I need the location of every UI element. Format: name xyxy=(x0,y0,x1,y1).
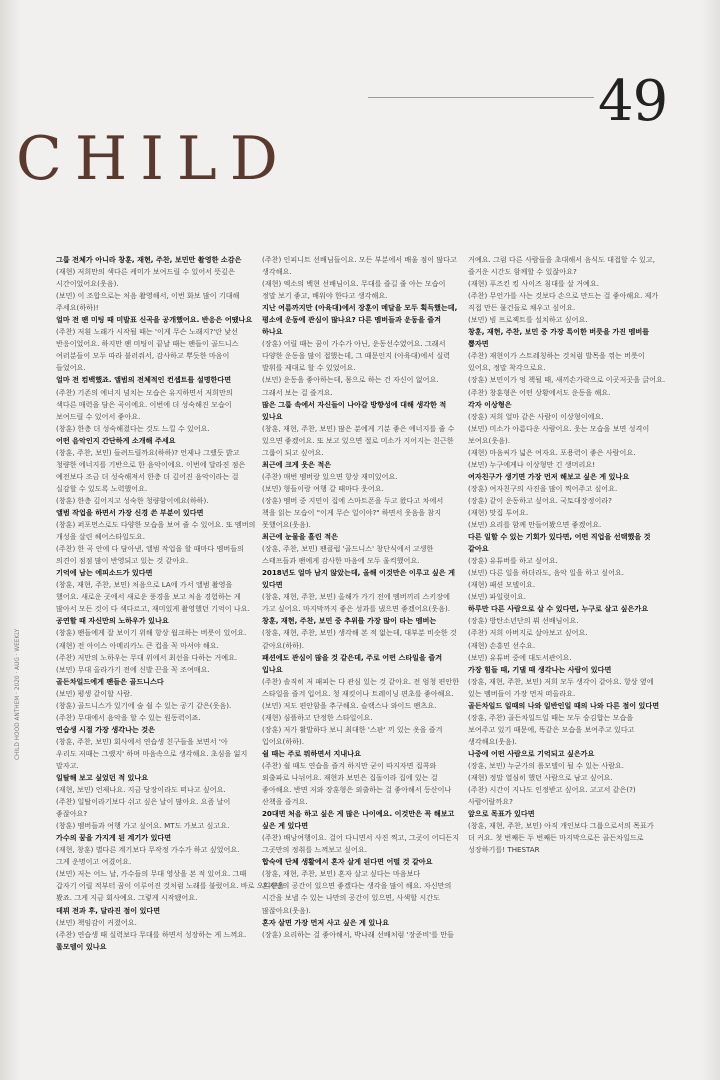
interview-answer: 예전보다 조금 더 성숙해져서 한층 더 깊어진 음악이라는 걸 xyxy=(56,471,239,481)
interview-question: 뽑자면 xyxy=(468,339,489,349)
interview-question: 창훈, 재현, 주찬, 보민 중 추위를 가장 많이 타는 멤버는 xyxy=(262,616,437,626)
interview-answer: (주찬) 한 곡 안에 다 담아낸, 앨범 작업을 할 때마다 멤버들의 xyxy=(56,544,244,554)
interview-question: 혼자 살면 가장 먼저 사고 싶은 게 있나요 xyxy=(262,917,389,927)
interview-answer: (주찬) 창훈형은 어떤 상황에서도 운동을 해요. xyxy=(468,387,611,397)
interview-question: 나중에 어떤 사람으로 기억되고 싶은가요 xyxy=(468,748,595,758)
interview-answer: (재현) 정말 열심히 했던 사람으로 남고 싶어요. xyxy=(468,773,613,783)
interview-answer: 사람이랄까요? xyxy=(468,797,513,807)
interview-answer: 말자고. xyxy=(56,760,79,770)
interview-answer: (창훈, 재현, 주찬, 보민) 혼자 살고 싶다는 마음보다 xyxy=(262,869,421,879)
interview-answer: (보민) 저는 어느 날, 가수들의 무대 영상을 본 적 있어요. 그때 xyxy=(56,869,247,879)
interview-answer: 입어요(하하). xyxy=(262,736,305,746)
interview-answer: 갑자기 어릴 적부터 꿈이 이루어진 것처럼 노래를 불렀어요. 바로 오디션을 xyxy=(56,881,285,891)
interview-answer: (장훈) 같이 운동하고 싶어요. 국토대장정이라? xyxy=(468,495,612,505)
interview-answer: (재현, 창훈) 별다른 계기보다 무작정 가수가 하고 싶었어요. xyxy=(56,845,240,855)
interview-answer: (재현) 심플하고 단정한 스타일이요. xyxy=(262,712,373,722)
interview-answer: (재현) 패션 모델이요. xyxy=(468,580,536,590)
interview-answer: (장훈) 여자친구의 사진을 많이 찍어주고 싶어요. xyxy=(468,483,618,493)
interview-answer: 그게 운명이고 여겼어요. xyxy=(56,857,132,867)
page-edge-shadow xyxy=(702,0,720,1080)
interview-question: 지난 여름까지만 (아육대)에서 장훈이 메달을 모두 획득했는데, xyxy=(262,303,458,313)
interview-answer: 색다른 매력을 담은 곡이에요. 이번에 더 성숙해진 모습이 xyxy=(56,399,232,409)
interview-question: 창훈, 재현, 주찬, 보민 중 가장 특이한 버릇을 가진 멤버를 xyxy=(468,327,650,337)
interview-answer: (재현) 마음씨가 넓은 여자요. 포용력이 좋은 사람이요. xyxy=(468,447,636,457)
interview-question: 최근에 크게 웃은 적은 xyxy=(262,459,332,469)
page-number: 49 xyxy=(598,69,668,134)
interview-answer: 보여요(웃음). xyxy=(468,435,511,445)
interview-answer: 들었어요. xyxy=(56,363,86,373)
interview-answer: (보민) 평생 같이할 사람. xyxy=(56,688,133,698)
interview-question: 가장 힘들 때, 기댈 때 생각나는 사람이 있다면 xyxy=(468,664,612,674)
interview-answer: 거예요. 그럼 다른 사람들을 초대해서 음식도 대접할 수 있고, xyxy=(468,255,656,264)
interview-answer: (주찬) 매번 멤버랑 있으면 항상 재미있어요. xyxy=(262,471,398,481)
interview-answer: (주찬) 솔직히 저 패피는 다 관심 있는 것 같아요. 전 엄청 편안한 xyxy=(262,676,460,686)
interview-answer: 많아서 모든 것이 다 색다르고, 재미있게 촬영했던 기억이 나요. xyxy=(56,604,250,614)
interview-answer: (창훈, 재현, 주찬, 보민) 많은 분에게 기분 좋은 에너지를 줄 수 xyxy=(262,423,455,433)
interview-answer: (재현) 전 아이스 아메리카노 큰 컵을 꼭 마셔야 해요. xyxy=(56,640,219,650)
interview-question: 연습생 시절 가장 생각나는 것은 xyxy=(56,724,155,734)
interview-answer: (장훈) 저희 얼마 같은 사람이 이상형이에요. xyxy=(468,411,604,421)
interview-answer: 그래서 보는 걸 즐겨요. xyxy=(262,387,333,397)
interview-answer: 청량한 에너지를 기반으로 한 음악이에요. 이번에 달라진 점은 xyxy=(56,459,246,469)
interview-answer: (주찬) 기존의 에너지 넘치는 모습은 유지하면서 저희만의 xyxy=(56,387,233,397)
interview-column-3 xyxy=(468,254,672,856)
interview-answer: 산책을 즐겨요. xyxy=(262,797,308,807)
interview-answer: (보민) 책임감이 커졌어요. xyxy=(56,917,137,927)
interview-question: 롤모델이 있나요 xyxy=(56,941,107,951)
interview-answer: (창훈) 한층 더 성숙해졌다는 것도 느낄 수 있어요. xyxy=(56,423,210,433)
interview-answer: 개성을 살린 헤어스타일도요. xyxy=(56,532,145,542)
interview-answer: (주찬) 인피니트 선배님들이요. 모든 부분에서 배울 점이 많다고 xyxy=(262,255,457,264)
interview-question: 어떤 음악인지 간단하게 소개해 주세요 xyxy=(56,435,176,445)
interview-answer: (장훈) 저가 활발하다 보니 최대한 '스판' 끼 있는 옷을 즐겨 xyxy=(262,724,443,734)
interview-answer: 우리도 저때는 그랬지' 하며 마음속으로 생각해요. 초심을 잃지 xyxy=(56,748,248,758)
interview-answer: (창훈) 퍼포먼스로도 다양한 모습을 보여 줄 수 있어요. 또 멤버의 xyxy=(56,520,256,530)
interview-answer: 즐거운 시간도 함께할 수 있잖아요? xyxy=(468,267,577,277)
interview-answer: 혼자만의 공간이 있으면 좋겠다는 생각을 많이 해요. 자신만의 xyxy=(262,881,452,891)
interview-answer: (장훈) 멤버 중 지민이 집에 스마트폰을 두고 왔다고 차에서 xyxy=(262,495,444,505)
interview-question: 최근에 눈물을 흘린 적은 xyxy=(262,532,338,542)
interview-answer: 많잖아요(웃음). xyxy=(262,905,311,915)
interview-answer: 외출파로 나뉘어요. 재현과 보민은 집돌이라 집에 있는 걸 xyxy=(262,773,438,783)
interview-answer: (재현, 보민) 언제나요. 지금 당장이라도 떠나고 싶어요. xyxy=(56,785,226,795)
interview-question: 앞으로 목표가 있다면 xyxy=(468,809,535,819)
interview-answer: 시간이었어요(웃음). xyxy=(56,279,119,289)
interview-answer: (보민) 유튜버 중에 대도서관이요. xyxy=(468,652,572,662)
interview-answer: 가고 싶어요. 마지막까지 좋은 성과를 냈으면 좋겠어요(웃음). xyxy=(262,604,451,614)
interview-answer: (장훈, 주찬, 보민) 팬클럽 '골드니스' 창단식에서 고생한 xyxy=(262,544,434,554)
interview-question: 데뷔 전과 후, 달라진 점이 있다면 xyxy=(56,905,161,915)
interview-answer: 있는 멤버들이 가장 먼저 떠올라요. xyxy=(468,688,576,698)
interview-question: 얼마 전 팬 미팅 때 미발표 신곡을 공개했어요. 반응은 어땠나요 xyxy=(56,315,253,325)
interview-answer: (주찬) 저흰 노래가 시작될 때는 '이게 무슨 노래지?'란 낯선 xyxy=(56,327,238,337)
interview-answer: (창훈, 재현, 주찬, 보민) 올해가 가기 전에 멤버끼리 스키장에 xyxy=(262,592,450,602)
interview-answer: (창훈) 팬들에게 잘 보이기 위해 항상 웜크하는 버릇이 있어요. xyxy=(56,628,247,638)
interview-answer: 그곳만의 정취를 느껴보고 싶어요. xyxy=(262,845,367,855)
interview-answer: (장훈) 요리하는 걸 좋아해서, 박나래 선배처럼 '장준비'를 만들 xyxy=(262,929,454,939)
interview-question: 기억에 남는 에피소드가 있다면 xyxy=(56,568,153,578)
interview-answer: (보민) 다른 일을 하더라도, 음악 일을 하고 싶어요. xyxy=(468,568,625,578)
interview-question: 다른 일할 수 있는 기회가 있다면, 어떤 직업을 선택했을 것 xyxy=(468,532,651,542)
interview-answer: (주찬) 배낭여행이요. 걸어 다니면서 사진 찍고, 그곳이 어디든지 xyxy=(262,833,460,843)
interview-question: 여자친구가 생기면 가장 먼저 해보고 싶은 게 있나요 xyxy=(468,471,630,481)
interview-answer: (장훈, 주찬) 골든차일드일 때는 모두 승김합는 모습을 xyxy=(468,712,634,722)
interview-question: 각자 이상형은 xyxy=(468,399,512,409)
interview-question: 입나요 xyxy=(262,664,283,674)
interview-answer: 같아요(하하). xyxy=(262,640,305,650)
interview-question: 얼마 전 컴백했죠. 앨범의 전체적인 컨셉트를 설명한다면 xyxy=(56,375,232,385)
interview-answer: 정말 보기 좋고, 배워야 한다고 생각해요. xyxy=(262,291,388,301)
interview-answer: 반응이었어요. 하지만 팬 미팅이 끝날 때는 팬들이 골드니스 xyxy=(56,339,239,349)
interview-answer: (장훈) 유튜버를 하고 싶어요. xyxy=(468,556,558,566)
interview-answer: (장훈, 보민) 누군가의 롤모델이 될 수 있는 사람요. xyxy=(468,760,625,770)
interview-answer: (창훈, 주찬, 보민) 들려드릴까요(하하)? 언제나 그랬듯 밝고 xyxy=(56,447,240,457)
interview-answer: (보민) 형들이랑 여행 갈 때마다 웃어요. xyxy=(262,483,384,493)
page-title: CHILD xyxy=(16,124,291,194)
interview-question: 그룹 전체가 아니라 창훈, 재현, 주찬, 보민만 촬영한 소감은 xyxy=(56,255,242,264)
interview-answer: 했어요. 새로운 곳에서 새로운 풍경을 보고 처음 경험하는 게 xyxy=(56,592,241,602)
interview-answer: (주찬) 저만의 노하우는 무대 위에서 최선을 다하는 거예요. xyxy=(56,652,238,662)
interview-answer: (주찬) 연습생 때 실력보다 무대를 하면서 성장하는 게 느껴요. xyxy=(56,929,247,939)
interview-answer: (주찬) 무언가를 사는 것보다 손으로 만드는 걸 좋아해요. 제가 xyxy=(468,291,659,301)
interview-answer: (보민) 파일럿이요. xyxy=(468,592,527,602)
interview-answer: (보민) 빔 프로젝트를 설치하고 싶어요. xyxy=(468,315,588,325)
interview-answer: 의견이 점점 많이 반영되고 있는 것 같아요. xyxy=(56,556,189,566)
interview-answer: (재현) 푸즈킨 킹 사이즈 침대를 살 거예요. xyxy=(468,279,599,289)
interview-question: 하루만 다른 사람으로 살 수 있다면, 누구로 살고 싶은가요 xyxy=(468,604,649,614)
interview-answer: (창훈) 멤버들과 여행 가고 싶어요. MT도 가보고 싶고요. xyxy=(56,821,230,831)
interview-question: 골든차일드에게 팬들은 골드니스다 xyxy=(56,676,164,686)
interview-answer: (보민) 누구에게나 이상형만 긴 생머리요! xyxy=(468,459,596,469)
interview-column-2 xyxy=(262,254,462,941)
interview-answer: (장훈) 방탄소년단의 뷔 선배님이요. xyxy=(468,616,579,626)
interview-answer: (주찬) 재현이가 스트레칭하는 것처럼 발목을 꺾는 버릇이 xyxy=(468,351,645,361)
interview-answer: 여러분들이 모두 따라 불러줘서, 감사하고 뿌듯한 마음이 xyxy=(56,351,230,361)
interview-answer: 직접 만든 물건들로 채우고 싶어요. xyxy=(468,303,576,313)
header-rule xyxy=(368,97,594,98)
interview-answer: 보여주고 있기 때문에, 똑같은 모습을 보여주고 있다고 xyxy=(468,724,635,734)
interview-answer: (보민) 운동을 좋아하는데, 몸으로 하는 건 자신이 없어요. xyxy=(262,375,439,385)
interview-question: 싶은 게 있다면 xyxy=(262,821,309,831)
interview-answer: (창훈, 재현, 주찬, 보민) 처음으로 LA에 가서 앨범 촬영을 xyxy=(56,580,233,590)
interview-answer: (창훈, 재현, 주찬, 보민) 아직 개인보다 그룹으로서의 목표가 xyxy=(468,821,654,831)
interview-question: 평소에 운동에 관심이 많나요? 다른 멤버들과 운동을 즐겨 xyxy=(262,315,442,325)
interview-question: 2018년도 얼마 남지 않았는데, 올해 이것만은 이루고 싶은 게 xyxy=(262,568,455,578)
interview-question: 합숙에 단체 생활에서 혼자 살게 된다면 어떨 것 같아요 xyxy=(262,857,433,867)
interview-answer: 성장하기를! THESTAR xyxy=(468,845,540,855)
interview-question: 패션에도 관심이 많을 것 같은데, 주로 어떤 스타일을 즐겨 xyxy=(262,652,443,662)
interview-answer: (주찬) 쉴 때도 연습을 즐겨 하지만 굳이 따지자면 집콕와 xyxy=(262,760,437,770)
interview-answer: (주찬) 일탈이라기보다 쉬고 싶은 날이 많아요. 요즘 날이 xyxy=(56,797,231,807)
interview-answer: (주찬) 저희 아버지로 살아보고 싶어요. xyxy=(468,628,588,638)
interview-answer: (보민) 미소가 아름다운 사람이요. 웃는 모습을 보면 성격이 xyxy=(468,423,650,433)
interview-question: 하나요 xyxy=(262,327,283,337)
interview-answer: 책을 읽는 모습이 "이게 무슨 일이야?" 하면서 웃음을 참지 xyxy=(262,507,442,517)
interview-answer: 더 커요. 첫 번째든 두 번째든 마지막으로든 골든차일드로 xyxy=(468,833,644,843)
interview-answer: 생각해요(웃음). xyxy=(468,736,517,746)
interview-question: 같아요 xyxy=(468,544,489,554)
interview-answer: 시간을 보낼 수 있는 나만의 공간이 있으면, 사색할 시간도 xyxy=(262,893,440,903)
interview-answer: (재현) 손흥민 선수요. xyxy=(468,640,536,650)
interview-question: 많은 그룹 속에서 자신들이 나아갈 방향성에 대해 생각한 적 xyxy=(262,399,447,409)
interview-answer: (장훈, 재현, 주찬, 보민) 저희 모두 생각이 같아요. 항상 옆에 xyxy=(468,676,654,686)
interview-question: 20대면 처음 하고 싶은 게 많은 나이예요. 이것만은 꼭 해보고 xyxy=(262,809,455,819)
interview-question: 골든차일드 일때의 나와 일반인일 때의 나와 다른 점이 있다면 xyxy=(468,700,660,710)
spine-text: CHILD HOOD ANTHEM · 2020 · AUG · WEEKLY xyxy=(15,628,21,760)
interview-answer: (주찬) 무대에서 음악을 할 수 있는 원동력이죠. xyxy=(56,712,201,722)
interview-answer: (장훈) 어릴 때는 꿈이 가수가 아닌, 운동선수였어요. 그래서 xyxy=(262,339,446,349)
interview-answer: 그룹이 되고 싶어요. xyxy=(262,447,324,457)
interview-answer: 좋아해요. 반면 저와 장훈형은 외출하는 걸 좋아해서 등산이나 xyxy=(262,785,452,795)
interview-question: 공연할 때 자신만의 노하우가 있나요 xyxy=(56,616,169,626)
interview-answer: 못했어요(웃음). xyxy=(262,520,311,530)
interview-answer: 주세요(하하)! xyxy=(56,303,99,313)
interview-answer: (재현) 저희만의 색다른 케미가 보여드릴 수 있어서 뜻깊은 xyxy=(56,267,235,277)
interview-question: 가수의 꿈을 가지게 된 계기가 있다면 xyxy=(56,833,172,843)
interview-answer: (재현) 엑소의 백현 선배님이요. 무대를 즐길 줄 아는 모습이 xyxy=(262,279,446,289)
interview-answer: 생각해요. xyxy=(262,267,292,277)
interview-question: 쉴 때는 주로 뭐하면서 지내나요 xyxy=(262,748,361,758)
interview-question: 앨범 작업을 하면서 가장 신경 쓴 부분이 있다면 xyxy=(56,507,204,517)
interview-answer: (창훈, 재현, 주찬, 보민) 생각해 본 적 없는데, 대부분 비슷한 것 xyxy=(262,628,457,638)
interview-answer: 있으면 좋겠어요. 또 보고 있으면 절로 미소가 지어지는 친근한 xyxy=(262,435,454,445)
interview-answer: 봤죠. 그게 지금 회사예요. 그렇게 시작됐어요. xyxy=(56,893,198,903)
interview-answer: (보민) 무대 올라가기 전에 신발 끈을 꼭 조여매요. xyxy=(56,664,210,674)
interview-answer: (주찬) 시간이 지나도 인정받고 싶어요. 고고서 같은(?) xyxy=(468,785,636,795)
interview-answer: 있어요, 정말 착각으로요. xyxy=(468,363,546,373)
interview-answer: 다양한 운동을 많이 접했는데, 그 때문인지 (아육대)에서 실력 xyxy=(262,351,451,361)
interview-answer: 보여드릴 수 있어서 좋아요. xyxy=(56,411,141,421)
interview-answer: (보민) 이 조합으로는 처음 촬영해서, 이번 화보 많이 기대해 xyxy=(56,291,240,301)
interview-question: 있다면 xyxy=(262,580,283,590)
interview-question: 일탈해 보고 싶었던 적 있나요 xyxy=(56,773,149,783)
interview-answer: (창훈) 골드니스가 있기에 숨 쉴 수 있는 공기 같은(웃음). xyxy=(56,700,232,710)
interview-answer: (보민) 저도 편안함을 추구해요. 슬랙스나 와이드 팬츠요. xyxy=(262,700,437,710)
interview-answer: 좋잖아요? xyxy=(56,809,88,819)
interview-answer: 실감할 수 있도록 노력했어요. xyxy=(56,483,148,493)
interview-question: 있나요 xyxy=(262,411,283,421)
interview-answer: (장훈) 보민이가 엉 책될 때, 새끼손가락으로 이곳저곳을 긁어요. xyxy=(468,375,666,385)
interview-answer: (보민) 요리를 함께 만들어봤으면 좋겠어요. xyxy=(468,520,602,530)
interview-answer: (재현) 맛집 투어요. xyxy=(468,507,529,517)
interview-answer: 스태프들과 팬에게 감사한 마음에 모두 울컥했어요. xyxy=(262,556,420,566)
interview-answer: 발휘를 제대로 할 수 있었어요. xyxy=(262,363,356,373)
interview-answer: (창훈) 한층 깊어지고 성숙한 청량함이에요(하하). xyxy=(56,495,209,505)
interview-answer: 스타일을 즐겨 입어요. 청 재킷이나 트레이닝 편초를 좋아해요. xyxy=(262,688,454,698)
interview-answer: (창훈, 주찬, 보민) 회사에서 연습생 친구들을 보면서 '아 xyxy=(56,736,228,746)
